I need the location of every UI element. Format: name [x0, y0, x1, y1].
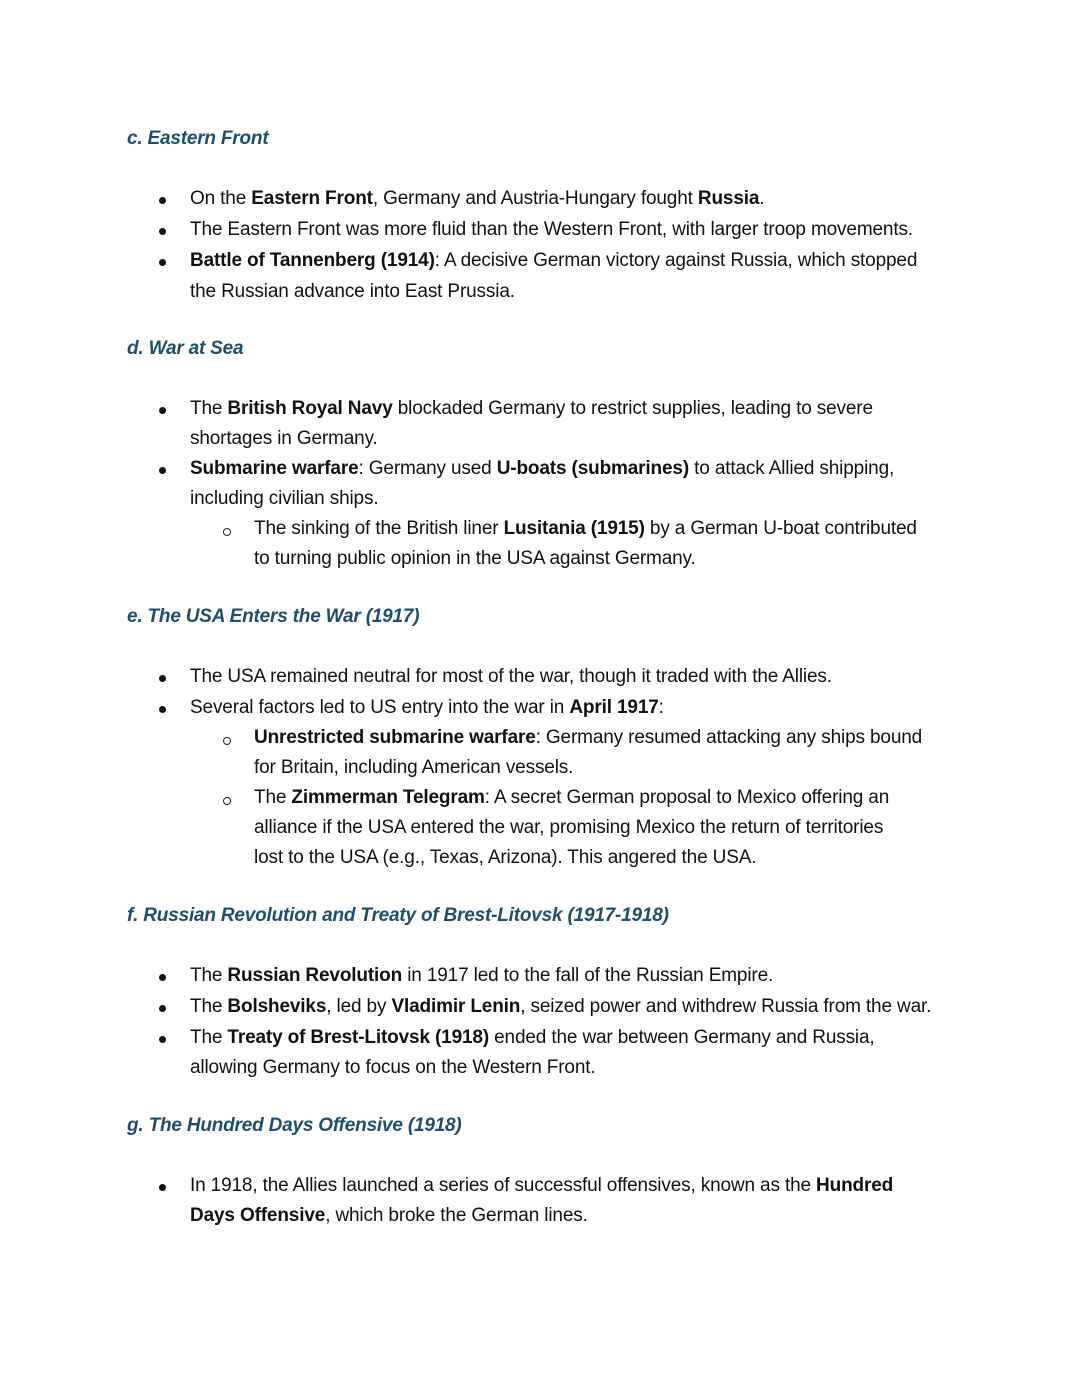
- section-heading-war-at-sea: d. War at Sea: [127, 338, 244, 359]
- bullet-icon: [159, 1005, 166, 1012]
- list-item-continuation: allowing Germany to focus on the Western Front.: [190, 1057, 596, 1078]
- list-item: The British Royal Navy blockaded Germany to restrict supplies, leading to severe: [190, 398, 873, 419]
- bullet-icon: [159, 706, 166, 713]
- sub-list-item: Unrestricted submarine warfare: Germany resumed attacking any ships bound: [254, 727, 923, 748]
- bullet-icon: [159, 675, 166, 682]
- list-item: Battle of Tannenberg (1914): A decisive German victory against Russia, which stopped: [190, 250, 918, 271]
- list-item: Several factors led to US entry into the war in April 1917:: [190, 697, 664, 718]
- section-heading-hundred-days-offensive: g. The Hundred Days Offensive (1918): [127, 1115, 462, 1136]
- sub-list-item-continuation: to turning public opinion in the USA against Germany.: [254, 548, 696, 569]
- sub-list-item: The Zimmerman Telegram: A secret German proposal to Mexico offering an: [254, 787, 890, 808]
- list-item: The USA remained neutral for most of the war, though it traded with the Allies.: [190, 666, 832, 687]
- bullet-icon: [159, 259, 166, 266]
- bullet-icon: [159, 467, 166, 474]
- bullet-icon: [159, 974, 166, 981]
- list-item: In 1918, the Allies launched a series of successful offensives, known as the Hundred: [190, 1175, 894, 1196]
- section-heading-eastern-front: c. Eastern Front: [127, 128, 269, 149]
- list-item-continuation: Days Offensive, which broke the German lines.: [190, 1205, 588, 1226]
- list-item: The Eastern Front was more fluid than the Western Front, with larger troop movements.: [190, 219, 913, 240]
- list-item: The Treaty of Brest-Litovsk (1918) ended the war between Germany and Russia,: [190, 1027, 875, 1048]
- sub-bullet-icon: [223, 528, 231, 536]
- list-item: The Bolsheviks, led by Vladimir Lenin, seized power and withdrew Russia from the war.: [190, 996, 932, 1017]
- bullet-icon: [159, 1184, 166, 1191]
- bullet-icon: [159, 197, 166, 204]
- list-item-continuation: including civilian ships.: [190, 488, 379, 509]
- sub-list-item-continuation: alliance if the USA entered the war, promising Mexico the return of territories: [254, 817, 884, 838]
- sub-list-item: The sinking of the British liner Lusitania (1915) by a German U-boat contributed: [254, 518, 917, 539]
- list-item: Submarine warfare: Germany used U-boats (submarines) to attack Allied shipping,: [190, 458, 895, 479]
- sub-bullet-icon: [223, 797, 231, 805]
- sub-bullet-icon: [223, 737, 231, 745]
- list-item: On the Eastern Front, Germany and Austria-Hungary fought Russia.: [190, 188, 765, 209]
- list-item: The Russian Revolution in 1917 led to the fall of the Russian Empire.: [190, 965, 774, 986]
- section-heading-usa-enters-war: e. The USA Enters the War (1917): [127, 606, 420, 627]
- sub-list-item-continuation: lost to the USA (e.g., Texas, Arizona). This angered the USA.: [254, 847, 757, 868]
- bullet-icon: [159, 1036, 166, 1043]
- section-heading-russian-revolution: f. Russian Revolution and Treaty of Brest-Litovsk (1917-1918): [127, 905, 669, 926]
- sub-list-item-continuation: for Britain, including American vessels.: [254, 757, 574, 778]
- bullet-icon: [159, 407, 166, 414]
- bullet-icon: [159, 228, 166, 235]
- list-item-continuation: the Russian advance into East Prussia.: [190, 281, 515, 302]
- list-item-continuation: shortages in Germany.: [190, 428, 378, 449]
